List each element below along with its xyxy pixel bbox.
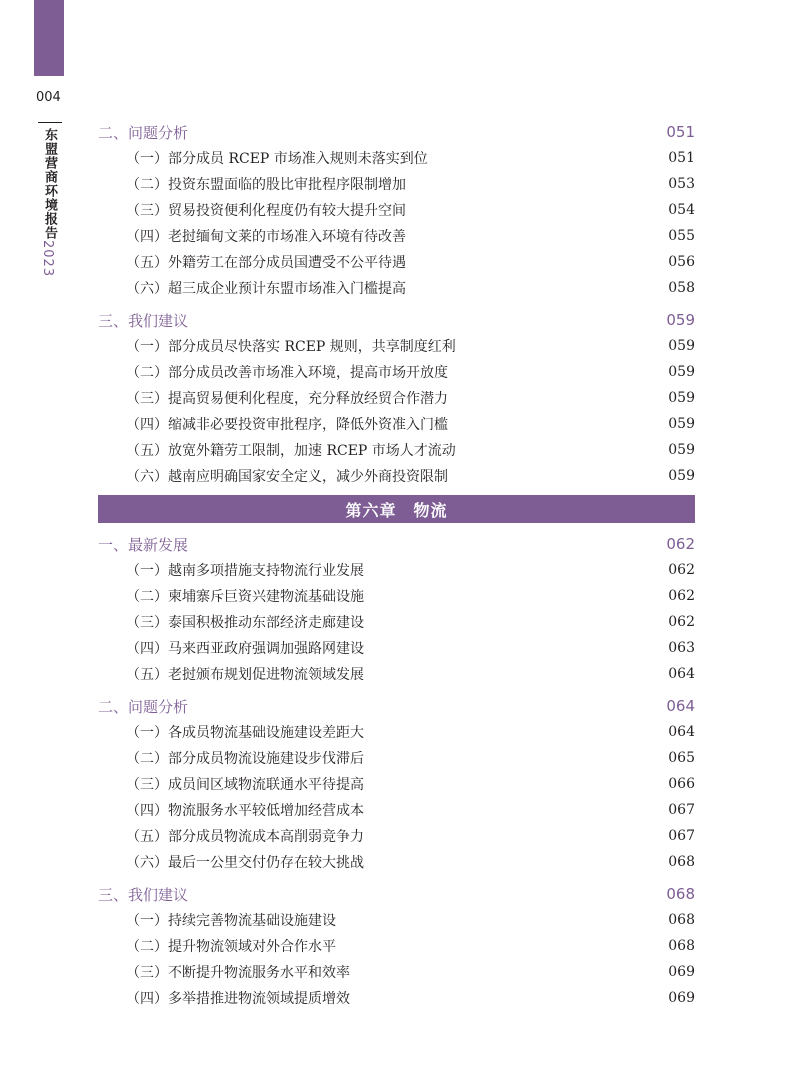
toc-entry[interactable] (98, 959, 695, 985)
entry-label: （五）放宽外籍劳工限制，加速 RCEP 市场人才流动 (126, 443, 456, 459)
toc-section-heading[interactable] (98, 307, 695, 333)
toc-entry[interactable] (98, 385, 695, 411)
toc-entry[interactable] (98, 171, 695, 197)
entry-label: （四）多举措推进物流领域提质增效 (126, 991, 350, 1007)
toc-entry[interactable] (98, 823, 695, 849)
entry-page: 059 (668, 364, 695, 380)
toc-section-heading[interactable] (98, 531, 695, 557)
entry-page: 055 (668, 228, 695, 244)
toc-section-heading[interactable] (98, 119, 695, 145)
book-year: 2023 (40, 240, 55, 278)
entry-page: 069 (668, 964, 695, 980)
section-title: 二、问题分析 (98, 697, 189, 716)
sidebar-divider (38, 122, 62, 123)
toc-entry[interactable] (98, 249, 695, 275)
entry-page: 062 (668, 614, 695, 630)
toc-entry[interactable] (98, 745, 695, 771)
entry-label: （四）老挝缅甸文莱的市场准入环境有待改善 (126, 229, 406, 245)
entry-page: 053 (668, 176, 695, 192)
toc-entry[interactable] (98, 275, 695, 301)
toc-entry[interactable] (98, 557, 695, 583)
section-title: 二、问题分析 (98, 123, 189, 142)
entry-label: （五）老挝颁布规划促进物流领域发展 (126, 667, 364, 683)
entry-page: 065 (668, 750, 695, 766)
toc-entry[interactable] (98, 635, 695, 661)
section-title: 三、我们建议 (98, 311, 189, 330)
toc-entry[interactable] (98, 849, 695, 875)
entry-label: （四）缩减非必要投资审批程序，降低外资准入门槛 (126, 417, 448, 433)
entry-label: （二）提升物流领域对外合作水平 (126, 939, 336, 955)
entry-label: （四）物流服务水平较低增加经营成本 (126, 803, 364, 819)
entry-label: （一）越南多项措施支持物流行业发展 (126, 563, 364, 579)
toc-entry[interactable] (98, 797, 695, 823)
entry-label: （一）持续完善物流基础设施建设 (126, 913, 336, 929)
section-title: 一、最新发展 (98, 535, 189, 554)
toc-entry[interactable] (98, 609, 695, 635)
chapter-title: 第六章 物流 (345, 500, 448, 520)
toc-section-heading[interactable] (98, 693, 695, 719)
entry-label: （三）提高贸易便利化程度，充分释放经贸合作潜力 (126, 391, 448, 407)
section-page: 051 (666, 123, 695, 141)
entry-page: 063 (668, 640, 695, 656)
entry-page: 062 (668, 562, 695, 578)
entry-page: 067 (668, 828, 695, 844)
toc-entry[interactable] (98, 583, 695, 609)
toc-entry[interactable] (98, 985, 695, 1011)
entry-label: （四）马来西亚政府强调加强路网建设 (126, 641, 364, 657)
entry-page: 054 (668, 202, 695, 218)
entry-page: 064 (668, 666, 695, 682)
entry-page: 059 (668, 442, 695, 458)
toc-entry[interactable] (98, 907, 695, 933)
entry-label: （五）部分成员物流成本高削弱竞争力 (126, 829, 364, 845)
chapter-banner[interactable] (98, 495, 695, 523)
entry-page: 062 (668, 588, 695, 604)
toc-entry[interactable] (98, 197, 695, 223)
entry-page: 066 (668, 776, 695, 792)
page-number: 004 (36, 90, 61, 105)
entry-page: 068 (668, 854, 695, 870)
entry-page: 058 (668, 280, 695, 296)
entry-page: 059 (668, 468, 695, 484)
entry-label: （三）成员间区域物流联通水平待提高 (126, 777, 364, 793)
section-page: 068 (666, 885, 695, 903)
entry-page: 051 (668, 150, 695, 166)
entry-label: （六）越南应明确国家安全定义，减少外商投资限制 (126, 469, 448, 485)
table-of-contents (98, 119, 695, 1011)
toc-entry[interactable] (98, 437, 695, 463)
entry-page: 068 (668, 938, 695, 954)
toc-entry[interactable] (98, 661, 695, 687)
toc-entry[interactable] (98, 771, 695, 797)
toc-entry[interactable] (98, 359, 695, 385)
toc-section-heading[interactable] (98, 881, 695, 907)
entry-label: （六）最后一公里交付仍存在较大挑战 (126, 855, 364, 871)
entry-label: （二）柬埔寨斥巨资兴建物流基础设施 (126, 589, 364, 605)
entry-page: 064 (668, 724, 695, 740)
toc-entry[interactable] (98, 463, 695, 489)
section-title: 三、我们建议 (98, 885, 189, 904)
book-title: 东盟营商环境报告 (42, 128, 57, 240)
entry-page: 067 (668, 802, 695, 818)
toc-entry[interactable] (98, 333, 695, 359)
section-page: 059 (666, 311, 695, 329)
entry-label: （三）泰国积极推动东部经济走廊建设 (126, 615, 364, 631)
toc-entry[interactable] (98, 719, 695, 745)
toc-entry[interactable] (98, 411, 695, 437)
toc-entry[interactable] (98, 933, 695, 959)
entry-page: 059 (668, 416, 695, 432)
toc-entry[interactable] (98, 223, 695, 249)
entry-label: （一）各成员物流基础设施建设差距大 (126, 725, 364, 741)
entry-label: （二）部分成员物流设施建设步伐滞后 (126, 751, 364, 767)
entry-page: 059 (668, 338, 695, 354)
entry-page: 059 (668, 390, 695, 406)
section-page: 064 (666, 697, 695, 715)
entry-label: （二）投资东盟面临的股比审批程序限制增加 (126, 177, 406, 193)
header-tab (34, 0, 64, 76)
entry-page: 056 (668, 254, 695, 270)
entry-label: （一）部分成员尽快落实 RCEP 规则，共享制度红利 (126, 339, 456, 355)
entry-page: 069 (668, 990, 695, 1006)
entry-label: （六）超三成企业预计东盟市场准入门槛提高 (126, 281, 406, 297)
entry-label: （二）部分成员改善市场准入环境，提高市场开放度 (126, 365, 448, 381)
section-page: 062 (666, 535, 695, 553)
entry-label: （三）贸易投资便利化程度仍有较大提升空间 (126, 203, 406, 219)
entry-label: （五）外籍劳工在部分成员国遭受不公平待遇 (126, 255, 406, 271)
entry-label: （一）部分成员 RCEP 市场准入规则未落实到位 (126, 151, 428, 167)
toc-entry[interactable] (98, 145, 695, 171)
entry-page: 068 (668, 912, 695, 928)
entry-label: （三）不断提升物流服务水平和效率 (126, 965, 350, 981)
